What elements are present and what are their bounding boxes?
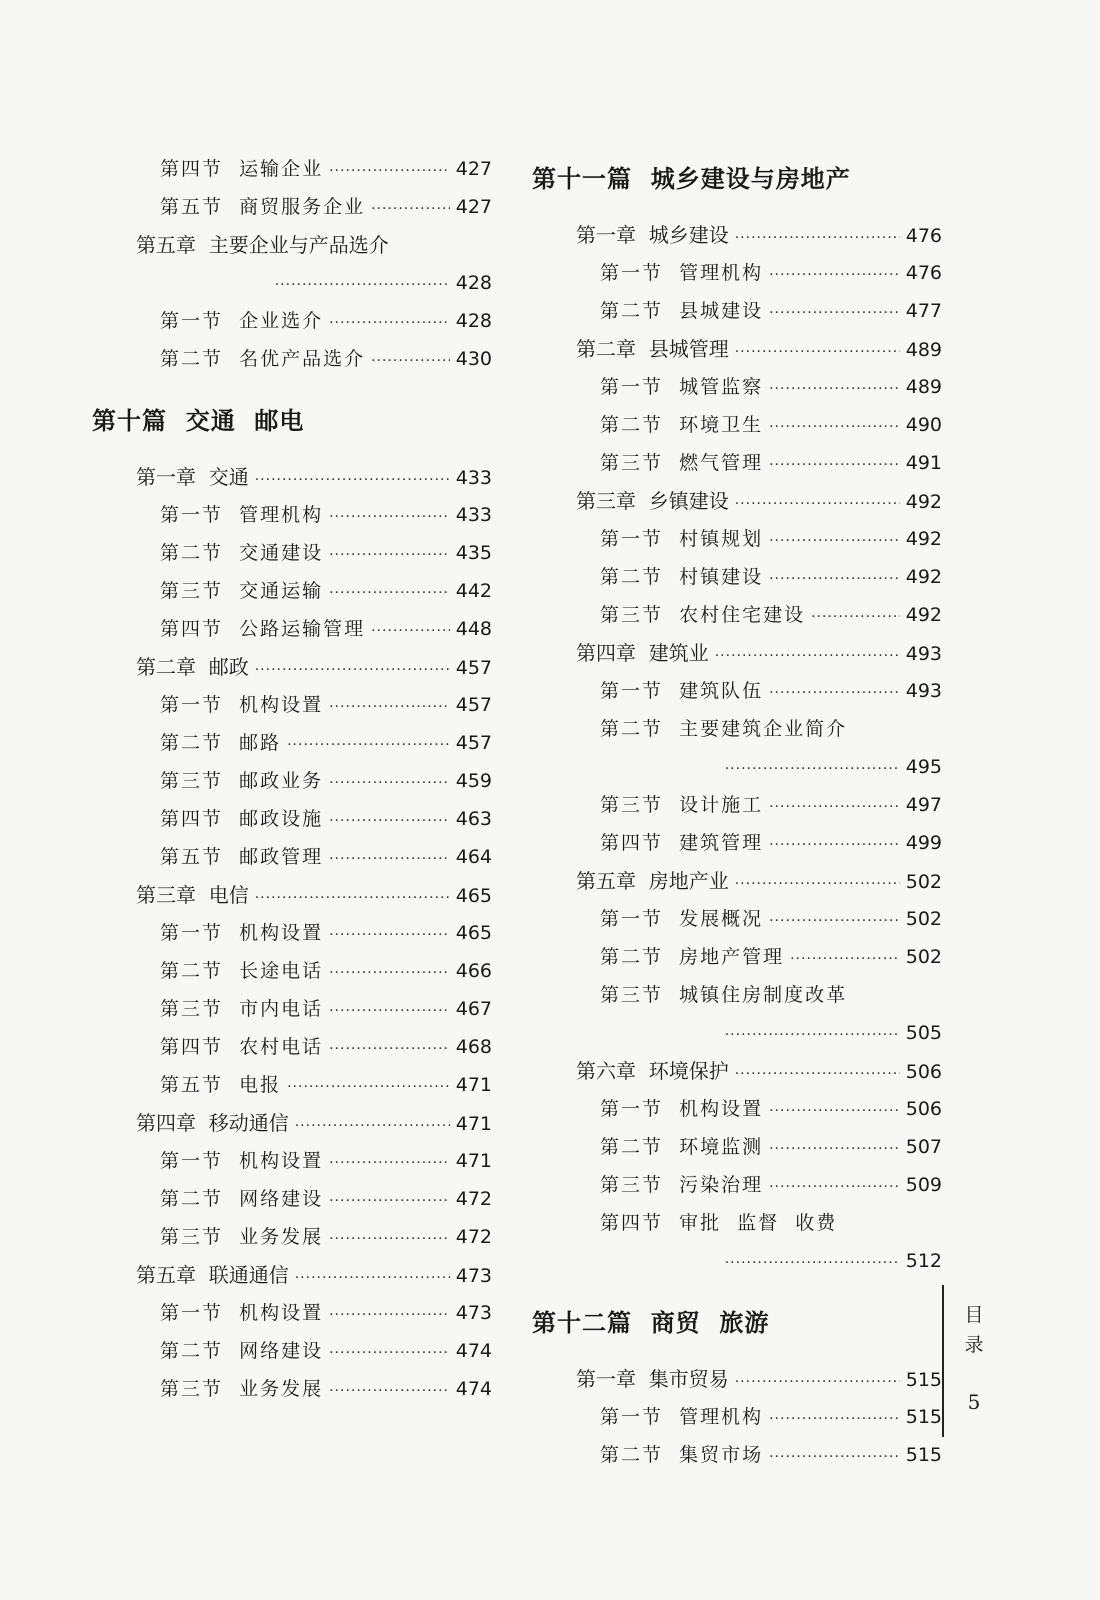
- toc-entry-label: 第四章 建筑业: [576, 641, 709, 665]
- toc-section-entry[interactable]: [92, 800, 492, 838]
- toc-section-entry[interactable]: [532, 938, 942, 976]
- toc-chapter-entry[interactable]: [92, 876, 492, 914]
- toc-page-number: 507: [905, 1136, 942, 1158]
- toc-entry-label: 第一节 建筑队伍: [600, 680, 764, 702]
- dot-leader: [329, 992, 450, 1030]
- toc-section-entry[interactable]: [532, 444, 942, 482]
- toc-section-entry[interactable]: [92, 340, 492, 378]
- toc-page-number: 476: [905, 225, 942, 247]
- toc-entry-label: 第三节 邮政业务: [160, 770, 324, 792]
- toc-entry-label: 第二节 房地产管理: [600, 946, 785, 968]
- toc-section-entry[interactable]: [532, 1128, 942, 1166]
- toc-page-number: 495: [905, 756, 942, 778]
- toc-entry-label: 第五节 电报: [160, 1074, 282, 1096]
- toc-page-number: 471: [455, 1150, 492, 1172]
- dot-leader: [769, 1092, 900, 1130]
- toc-section-entry[interactable]: [92, 150, 492, 188]
- toc-entry-label: 第四章 移动通信: [136, 1111, 289, 1135]
- toc-entry-label: 第一节 管理机构: [600, 262, 764, 284]
- toc-section-entry[interactable]: [92, 610, 492, 648]
- toc-page-number: 512: [905, 1250, 942, 1272]
- toc-page-number: 491: [905, 452, 942, 474]
- toc-page-number: 489: [905, 339, 942, 361]
- toc-page-number: 465: [455, 922, 492, 944]
- toc-entry-label: 第二节 主要建筑企业简介: [600, 718, 848, 740]
- toc-continuation[interactable]: [532, 748, 942, 786]
- toc-page-number: 428: [455, 310, 492, 332]
- toc-entry-label: 第五节 商贸服务企业: [160, 196, 366, 218]
- toc-entry-label: 第一章 交通: [136, 465, 249, 489]
- toc-page-number: 490: [905, 414, 942, 436]
- toc-entry-label: 第三章 电信: [136, 883, 249, 907]
- toc-page-number: 492: [905, 528, 942, 550]
- toc-section-entry[interactable]: [532, 254, 942, 292]
- dot-leader: [735, 1055, 900, 1093]
- dot-leader: [329, 764, 450, 802]
- dot-leader: [287, 1068, 450, 1106]
- toc-page-number: 442: [455, 580, 492, 602]
- toc-chapter-entry[interactable]: [92, 458, 492, 496]
- toc-entry-label: 第五节 邮政管理: [160, 846, 324, 868]
- dot-leader: [275, 266, 450, 304]
- dot-leader: [735, 219, 900, 257]
- toc-section-entry[interactable]: [532, 824, 942, 862]
- toc-section-entry[interactable]: [92, 724, 492, 762]
- toc-page-number: 435: [455, 542, 492, 564]
- toc-section-entry[interactable]: [532, 786, 942, 824]
- toc-section-entry[interactable]: [532, 976, 942, 1014]
- dot-leader: [769, 256, 900, 294]
- dot-leader: [769, 674, 900, 712]
- toc-page-number: 472: [455, 1226, 492, 1248]
- toc-section-entry[interactable]: [92, 1218, 492, 1256]
- toc-entry-label: 第一节 机构设置: [600, 1098, 764, 1120]
- toc-section-entry[interactable]: [92, 1066, 492, 1104]
- toc-page-number: 506: [905, 1098, 942, 1120]
- dot-leader: [715, 637, 900, 675]
- toc-page-number: 433: [455, 467, 492, 489]
- toc-chapter-entry[interactable]: [532, 1052, 942, 1090]
- part-heading: 第十二篇 商贸 旅游: [532, 1309, 770, 1337]
- dot-leader: [769, 1400, 900, 1438]
- dot-leader: [329, 1372, 450, 1410]
- dot-leader: [287, 726, 450, 764]
- toc-page-number: 428: [455, 272, 492, 294]
- toc-page-number: 493: [905, 643, 942, 665]
- toc-entry-label: 第二节 网络建设: [160, 1340, 324, 1362]
- dot-leader: [329, 574, 450, 612]
- toc-section-entry[interactable]: [532, 558, 942, 596]
- margin-rule: [942, 1285, 944, 1437]
- dot-leader: [255, 651, 450, 689]
- toc-page-number: 474: [455, 1378, 492, 1400]
- toc-page-number: 474: [455, 1340, 492, 1362]
- toc-entry-label: 第一节 机构设置: [160, 694, 324, 716]
- toc-page-number: 497: [905, 794, 942, 816]
- toc-page-number: 473: [455, 1302, 492, 1324]
- toc-page-number: 471: [455, 1113, 492, 1135]
- toc-entry-label: 第三节 设计施工: [600, 794, 764, 816]
- toc-entry-label: 第二节 邮路: [160, 732, 282, 754]
- toc-entry-label: 第三节 市内电话: [160, 998, 324, 1020]
- toc-section-entry[interactable]: [532, 596, 942, 634]
- toc-section-entry[interactable]: [532, 520, 942, 558]
- dot-leader: [735, 333, 900, 371]
- toc-entry-label: 第三节 农村住宅建设: [600, 604, 806, 626]
- dot-leader: [371, 342, 450, 380]
- toc-section-entry[interactable]: [92, 1142, 492, 1180]
- toc-section-entry[interactable]: [532, 1398, 942, 1436]
- toc-entry-label: 第三节 燃气管理: [600, 452, 764, 474]
- toc-section-entry[interactable]: [532, 368, 942, 406]
- toc-page-number: 427: [455, 158, 492, 180]
- toc-page-number: 492: [905, 604, 942, 626]
- toc-left-column: [92, 150, 492, 1408]
- dot-leader: [371, 190, 450, 228]
- toc-entry-label: 第三章 乡镇建设: [576, 489, 729, 513]
- toc-page-number: 468: [455, 1036, 492, 1058]
- dot-leader: [769, 1168, 900, 1206]
- toc-section-entry[interactable]: [92, 1370, 492, 1408]
- dot-leader: [769, 1438, 900, 1476]
- toc-page-number: 509: [905, 1174, 942, 1196]
- toc-entry-label: 第二节 名优产品选介: [160, 348, 366, 370]
- toc-chapter-entry[interactable]: [532, 330, 942, 368]
- toc-entry-label: 第三节 交通运输: [160, 580, 324, 602]
- dot-leader: [790, 940, 900, 978]
- toc-page-number: 502: [905, 908, 942, 930]
- toc-entry-label: 第一节 管理机构: [600, 1406, 764, 1428]
- toc-page-number: 472: [455, 1188, 492, 1210]
- toc-section-entry[interactable]: [532, 292, 942, 330]
- part-heading: 第十一篇 城乡建设与房地产: [532, 165, 851, 193]
- toc-continuation[interactable]: [532, 1242, 942, 1280]
- dot-leader: [769, 788, 900, 826]
- toc-page-number: 492: [905, 491, 942, 513]
- toc-entry-label: 第五章 联通通信: [136, 1263, 289, 1287]
- toc-section-entry[interactable]: [92, 572, 492, 610]
- dot-leader: [329, 1182, 450, 1220]
- toc-section-entry[interactable]: [532, 710, 942, 748]
- toc-section-entry[interactable]: [532, 672, 942, 710]
- toc-entry-label: 第三节 业务发展: [160, 1378, 324, 1400]
- dot-leader: [329, 1334, 450, 1372]
- toc-page-number: 457: [455, 657, 492, 679]
- toc-page-number: 506: [905, 1061, 942, 1083]
- dot-leader: [725, 750, 900, 788]
- toc-continuation[interactable]: [532, 1014, 942, 1052]
- toc-section-entry[interactable]: [92, 914, 492, 952]
- dot-leader: [769, 446, 900, 484]
- toc-section-entry[interactable]: [92, 496, 492, 534]
- toc-chapter-entry[interactable]: [532, 634, 942, 672]
- toc-entry-label: 第二节 网络建设: [160, 1188, 324, 1210]
- toc-page-number: 515: [905, 1406, 942, 1428]
- toc-chapter-entry[interactable]: [92, 648, 492, 686]
- toc-section-entry[interactable]: [532, 900, 942, 938]
- toc-page-number: 466: [455, 960, 492, 982]
- toc-section-entry[interactable]: [92, 1028, 492, 1066]
- toc-chapter-entry[interactable]: [532, 482, 942, 520]
- toc-page-number: 515: [905, 1444, 942, 1466]
- dot-leader: [295, 1107, 450, 1145]
- toc-page-number: 457: [455, 732, 492, 754]
- toc-section-entry[interactable]: [92, 1294, 492, 1332]
- dot-leader: [769, 902, 900, 940]
- toc-chapter-entry[interactable]: [532, 862, 942, 900]
- toc-page-number: 477: [905, 300, 942, 322]
- dot-leader: [329, 916, 450, 954]
- part-heading: 第十篇 交通 邮电: [92, 407, 305, 435]
- dot-leader: [769, 1130, 900, 1168]
- toc-section-entry[interactable]: [92, 188, 492, 226]
- dot-leader: [735, 485, 900, 523]
- toc-section-entry[interactable]: [92, 838, 492, 876]
- dot-leader: [329, 688, 450, 726]
- toc-page-number: 457: [455, 694, 492, 716]
- toc-entry-label: 第一节 管理机构: [160, 504, 324, 526]
- dot-leader: [769, 370, 900, 408]
- toc-chapter-entry[interactable]: [532, 1360, 942, 1398]
- toc-entry-label: 第四节 运输企业: [160, 158, 324, 180]
- toc-page-number: 430: [455, 348, 492, 370]
- dot-leader: [255, 879, 450, 917]
- toc-page-number: 463: [455, 808, 492, 830]
- dot-leader: [769, 522, 900, 560]
- dot-leader: [329, 1144, 450, 1182]
- toc-page-number: 467: [455, 998, 492, 1020]
- toc-entry-label: 第三节 污染治理: [600, 1174, 764, 1196]
- toc-entry-label: 第二节 交通建设: [160, 542, 324, 564]
- toc-entry-label: 第四节 审批 监督 收费: [600, 1212, 838, 1234]
- toc-chapter-entry[interactable]: [92, 1256, 492, 1294]
- dot-leader: [811, 598, 900, 636]
- toc-page-number: 502: [905, 946, 942, 968]
- dot-leader: [295, 1259, 450, 1297]
- toc-entry-label: 第一节 城管监察: [600, 376, 764, 398]
- dot-leader: [329, 1296, 450, 1334]
- toc-page-number: 505: [905, 1022, 942, 1044]
- toc-right-column: [532, 150, 942, 1474]
- toc-page-number: 464: [455, 846, 492, 868]
- toc-page-number: 499: [905, 832, 942, 854]
- toc-entry-label: 第二节 集贸市场: [600, 1444, 764, 1466]
- toc-entry-label: 第二章 邮政: [136, 655, 249, 679]
- toc-section-entry[interactable]: [92, 762, 492, 800]
- toc-entry-label: 第四节 建筑管理: [600, 832, 764, 854]
- toc-page-number: 459: [455, 770, 492, 792]
- toc-entry-label: 第五章 房地产业: [576, 869, 729, 893]
- toc-entry-label: 第三节 业务发展: [160, 1226, 324, 1248]
- toc-entry-label: 第一章 集市贸易: [576, 1367, 729, 1391]
- dot-leader: [769, 560, 900, 598]
- toc-entry-label: 第一节 机构设置: [160, 922, 324, 944]
- running-head: 目录: [964, 1304, 984, 1356]
- toc-section-entry[interactable]: [92, 990, 492, 1028]
- toc-section-entry[interactable]: [92, 302, 492, 340]
- toc-page-number: 471: [455, 1074, 492, 1096]
- toc-chapter-entry[interactable]: [532, 216, 942, 254]
- dot-leader: [769, 294, 900, 332]
- toc-entry-label: 第二节 村镇建设: [600, 566, 764, 588]
- dot-leader: [329, 1220, 450, 1258]
- toc-page-number: 433: [455, 504, 492, 526]
- toc-section-entry[interactable]: [532, 1436, 942, 1474]
- dot-leader: [255, 461, 450, 499]
- toc-chapter-entry[interactable]: [92, 1104, 492, 1142]
- toc-entry-label: 第五章 主要企业与产品选介: [136, 233, 389, 257]
- toc-page-number: 465: [455, 885, 492, 907]
- toc-entry-label: 第四节 公路运输管理: [160, 618, 366, 640]
- dot-leader: [371, 612, 450, 650]
- dot-leader: [735, 865, 900, 903]
- dot-leader: [329, 536, 450, 574]
- toc-section-entry[interactable]: [92, 952, 492, 990]
- toc-entry-label: 第一节 机构设置: [160, 1150, 324, 1172]
- page-number: 5: [967, 1390, 981, 1414]
- toc-entry-label: 第二章 县城管理: [576, 337, 729, 361]
- toc-section-entry[interactable]: [532, 1204, 942, 1242]
- dot-leader: [769, 826, 900, 864]
- toc-entry-label: 第一节 企业选介: [160, 310, 324, 332]
- toc-page-number: 493: [905, 680, 942, 702]
- toc-entry-label: 第二节 县城建设: [600, 300, 764, 322]
- toc-section-entry[interactable]: [92, 686, 492, 724]
- toc-section-entry[interactable]: [532, 1090, 942, 1128]
- toc-entry-label: 第一节 机构设置: [160, 1302, 324, 1324]
- toc-entry-label: 第一节 村镇规划: [600, 528, 764, 550]
- toc-page-number: 502: [905, 871, 942, 893]
- toc-entry-label: 第四节 邮政设施: [160, 808, 324, 830]
- dot-leader: [329, 802, 450, 840]
- toc-page-number: 473: [455, 1265, 492, 1287]
- dot-leader: [329, 840, 450, 878]
- toc-section-entry[interactable]: [532, 406, 942, 444]
- toc-section-entry[interactable]: [92, 1332, 492, 1370]
- toc-page-number: 427: [455, 196, 492, 218]
- toc-entry-label: 第二节 环境监测: [600, 1136, 764, 1158]
- toc-chapter-entry[interactable]: [92, 226, 492, 264]
- toc-entry-label: 第二节 环境卫生: [600, 414, 764, 436]
- dot-leader: [725, 1244, 900, 1282]
- toc-section-entry[interactable]: [532, 1166, 942, 1204]
- toc-section-entry[interactable]: [92, 1180, 492, 1218]
- toc-page-number: 476: [905, 262, 942, 284]
- dot-leader: [329, 498, 450, 536]
- toc-continuation[interactable]: [92, 264, 492, 302]
- toc-page-number: 515: [905, 1369, 942, 1391]
- dot-leader: [725, 1016, 900, 1054]
- toc-entry-label: 第二节 长途电话: [160, 960, 324, 982]
- dot-leader: [329, 954, 450, 992]
- dot-leader: [769, 408, 900, 446]
- toc-entry-label: 第六章 环境保护: [576, 1059, 729, 1083]
- toc-page-number: 448: [455, 618, 492, 640]
- toc-page-number: 489: [905, 376, 942, 398]
- toc-entry-label: 第四节 农村电话: [160, 1036, 324, 1058]
- toc-page-number: 492: [905, 566, 942, 588]
- dot-leader: [329, 1030, 450, 1068]
- dot-leader: [329, 304, 450, 342]
- toc-entry-label: 第三节 城镇住房制度改革: [600, 984, 848, 1006]
- dot-leader: [735, 1363, 900, 1401]
- toc-entry-label: 第一章 城乡建设: [576, 223, 729, 247]
- dot-leader: [329, 152, 450, 190]
- toc-section-entry[interactable]: [92, 534, 492, 572]
- toc-entry-label: 第一节 发展概况: [600, 908, 764, 930]
